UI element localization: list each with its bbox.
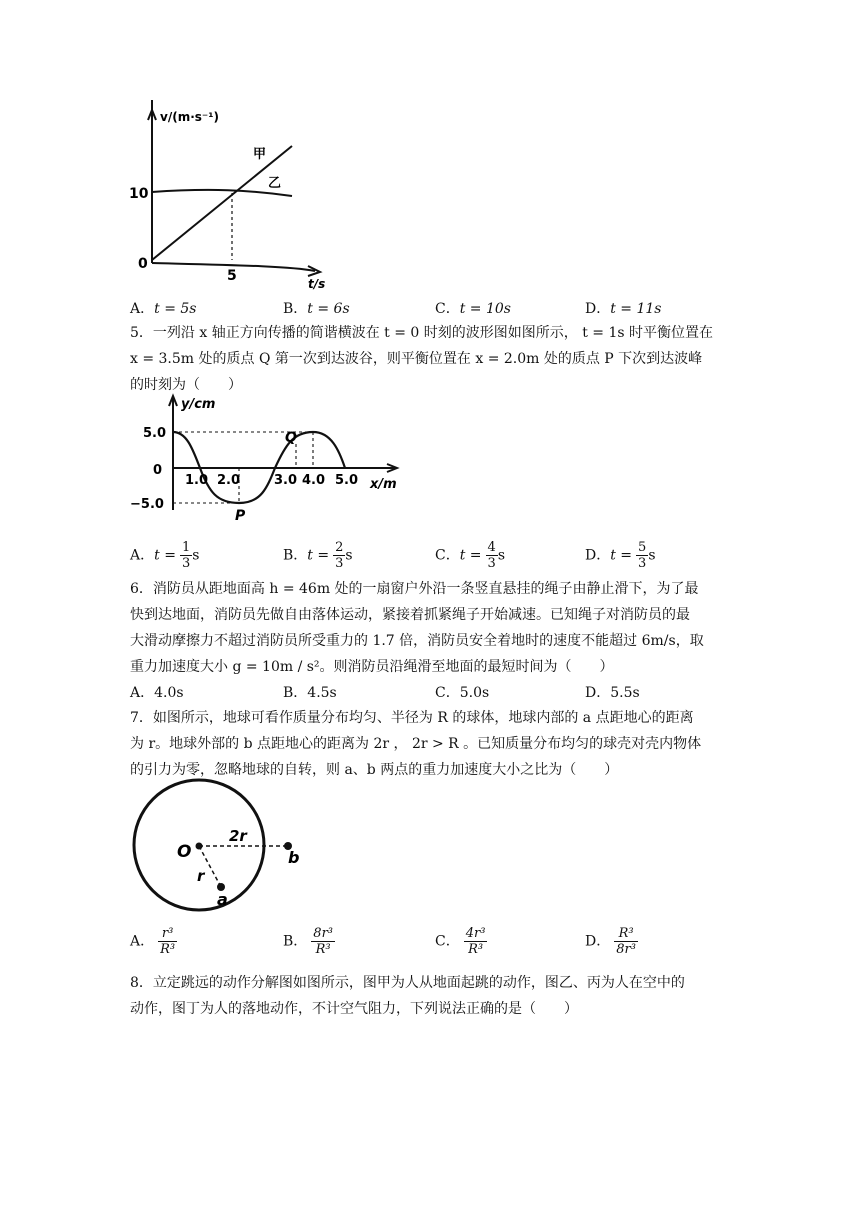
q6-option-a[interactable]: A．4.0s xyxy=(130,685,184,701)
q4-option-d[interactable]: D．t = 11s xyxy=(585,301,662,317)
q5-line-3: 的时刻为（ ） xyxy=(130,377,242,393)
center-o-label: O xyxy=(177,842,192,862)
wave-x-tick-5: 5.0 xyxy=(335,473,359,488)
q6-option-b[interactable]: B．4.5s xyxy=(283,685,337,701)
q7-option-b-fraction: $\frac{\text{8r³}}{\text{R³}}$ xyxy=(313,926,333,957)
label-2r: 2r xyxy=(229,827,247,845)
q4-option-c-value: t = 10s xyxy=(459,301,511,317)
q7-option-d[interactable]: D． $\frac{\text{R³}}{\text{8r³}}$ xyxy=(585,926,636,957)
velocity-time-graph xyxy=(120,100,340,290)
q7-option-b[interactable]: B． $\frac{\text{8r³}}{\text{R³}}$ xyxy=(283,926,333,957)
wave-y-zero: 0 xyxy=(153,463,163,478)
point-a-label: a xyxy=(217,890,228,909)
q7-option-a[interactable]: A． $\frac{\text{r³}}{\text{R³}}$ xyxy=(130,926,176,957)
q5-option-c[interactable]: C．t = $\frac{4}{3}$ s xyxy=(435,540,505,571)
wave-y-top: 5.0 xyxy=(143,426,167,441)
q7-option-c[interactable]: C． $\frac{\text{4r³}}{\text{R³}}$ xyxy=(435,926,486,957)
q5-option-b-fraction: $\frac{2}{3}$ xyxy=(335,540,344,571)
label-yi: 乙 xyxy=(268,176,282,191)
q5-option-b[interactable]: B．t = $\frac{2}{3}$ s xyxy=(283,540,353,571)
q6-line-4: 重力加速度大小 g = 10m / s²。则消防员沿绳滑至地面的最短时间为（ ） xyxy=(130,659,614,675)
q6-option-c[interactable]: C．5.0s xyxy=(435,685,490,701)
wave-x-tick-4: 4.0 xyxy=(302,473,326,488)
q4-option-b-value: t = 6s xyxy=(307,301,350,317)
q7-line-3: 的引力为零，忽略地球的自转，则 a、b 两点的重力加速度大小之比为（ ） xyxy=(130,762,619,778)
wave-x-tick-1: 1.0 xyxy=(185,473,209,488)
point-q-label: Q xyxy=(285,430,297,446)
q7-option-a-fraction: $\frac{\text{r³}}{\text{R³}}$ xyxy=(160,926,176,957)
origin-label: 0 xyxy=(138,256,148,272)
wave-graph xyxy=(125,392,425,527)
y-tick-10: 10 xyxy=(129,186,149,202)
wave-y-bottom: −5.0 xyxy=(130,497,164,512)
q4-option-d-value: t = 11s xyxy=(610,301,662,317)
point-b-label: b xyxy=(288,848,300,867)
q5-line-2: x = 3.5m 处的质点 Q 第一次到达波谷，则平衡位置在 x = 2.0m 处的质点 P 下次到达波峰 xyxy=(130,351,703,367)
label-jia: 甲 xyxy=(253,147,267,162)
v-axis-label: v/(m·s⁻¹) xyxy=(160,110,219,124)
point-p-label: P xyxy=(235,508,246,524)
wave-y-label: y/cm xyxy=(181,397,216,412)
q5-option-d-fraction: $\frac{5}{3}$ xyxy=(638,540,647,571)
q7-line-2: 为 r。地球外部的 b 点距地心的距离为 2r ， 2r > R 。已知质量分布均匀的球壳对壳内物体 xyxy=(130,736,702,752)
q5-option-a[interactable]: A．t = $\frac{1}{3}$ s xyxy=(130,540,200,571)
q8-line-1: 8．立定跳远的动作分解图如图所示，图甲为人从地面起跳的动作，图乙、丙为人在空中的 xyxy=(130,975,685,991)
q5-option-c-fraction: $\frac{4}{3}$ xyxy=(487,540,496,571)
wave-x-tick-3: 3.0 xyxy=(274,473,298,488)
q6-line-1: 6．消防员从距地面高 h = 46m 处的一扇窗户外沿一条竖直悬挂的绳子由静止滑下，为了最 xyxy=(130,581,699,597)
q5-line-1: 5．一列沿 x 轴正方向传播的简谐横波在 t = 0 时刻的波形图如图所示， t = 1s 时平衡位置在 xyxy=(130,325,714,341)
q4-option-b[interactable]: B．t = 6s xyxy=(283,301,350,317)
t-axis-label: t/s xyxy=(308,277,326,290)
t-tick-5: 5 xyxy=(227,268,237,284)
q6-line-2: 快到达地面，消防员先做自由落体运动，紧接着抓紧绳子开始减速。已知绳子对消防员的最 xyxy=(130,607,690,623)
q6-option-d[interactable]: D．5.5s xyxy=(585,685,640,701)
q8-line-2: 动作，图丁为人的落地动作，不计空气阻力，下列说法正确的是（ ） xyxy=(130,1001,578,1017)
q5-option-a-fraction: $\frac{1}{3}$ xyxy=(181,540,191,571)
label-r: r xyxy=(197,867,205,885)
q7-line-1: 7．如图所示，地球可看作质量分布均匀、半径为 R 的球体，地球内部的 a 点距地心的距离 xyxy=(130,710,694,726)
line-jia xyxy=(152,146,292,260)
q7-option-c-fraction: $\frac{\text{4r³}}{\text{R³}}$ xyxy=(465,926,486,957)
earth-figure xyxy=(125,775,315,915)
wave-x-tick-2: 2.0 xyxy=(217,473,241,488)
center-dot xyxy=(196,843,203,850)
q4-option-a-value: t = 5s xyxy=(154,301,197,317)
q5-option-d[interactable]: D．t = $\frac{5}{3}$ s xyxy=(585,540,656,571)
wave-x-label: x/m xyxy=(370,477,397,492)
q4-option-a[interactable]: A．t = 5s xyxy=(130,301,197,317)
q4-option-c[interactable]: C．t = 10s xyxy=(435,301,511,317)
q6-line-3: 大滑动摩擦力不超过消防员所受重力的 1.7 倍，消防员安全着地时的速度不能超过 6m/s，取 xyxy=(130,633,704,649)
q7-option-d-fraction: $\frac{\text{R³}}{\text{8r³}}$ xyxy=(616,926,636,957)
